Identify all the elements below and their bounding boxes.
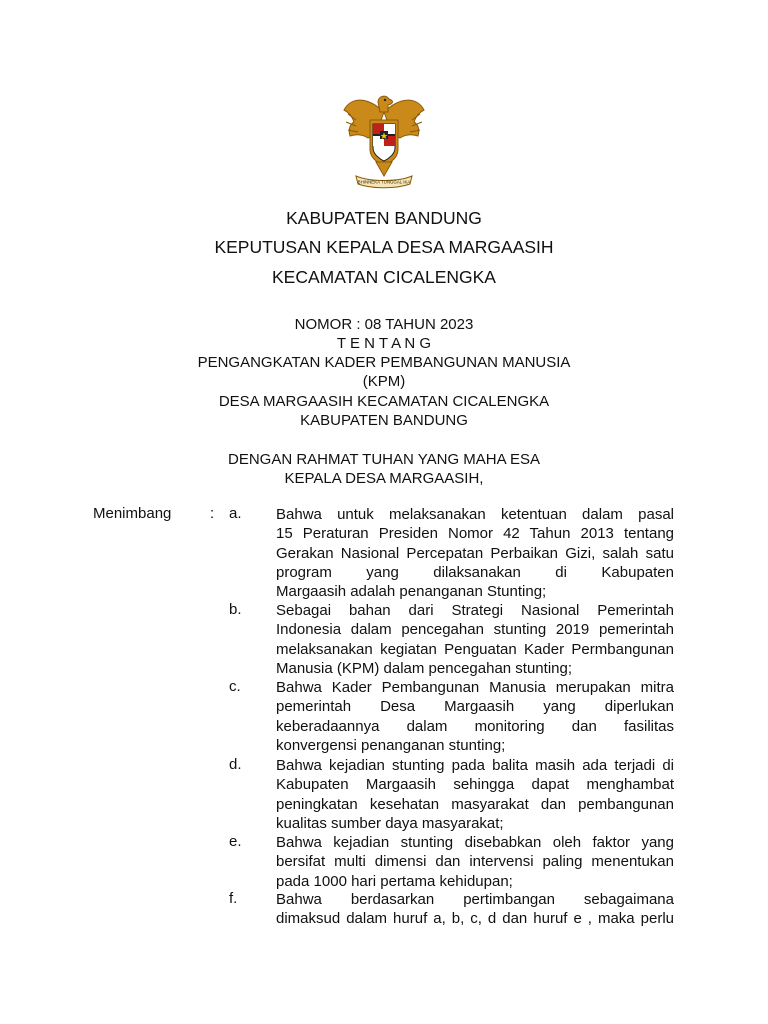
decree-subject-line-4: KABUPATEN BANDUNG — [300, 412, 468, 429]
menimbang-item-text — [276, 833, 674, 891]
menimbang-item-line: konvergensi penanganan stunting; — [276, 736, 506, 754]
menimbang-item-text — [276, 890, 674, 929]
menimbang-item-line: Sebagai bahan dari Strategi Nasional Pemerintah — [276, 602, 674, 619]
menimbang-item-line: 15 Peraturan Presiden Nomor 42 Tahun 2013 tentang — [276, 525, 674, 543]
menimbang-item-letter: a. — [229, 505, 242, 522]
decree-subject-line-2: (KPM) — [362, 373, 406, 390]
menimbang-item-line: keberadaannya dalam monitoring dan fasilitas — [276, 717, 674, 735]
menimbang-item-line: Gerakan Nasional Percepatan Perbaikan Gizi, salah satu — [276, 544, 674, 562]
menimbang-item-line: Margaasih adalah penanganan Stunting; — [276, 583, 547, 601]
menimbang-item-line: program yang dilaksanakan di Kabupaten — [276, 563, 674, 581]
menimbang-item-line: bersifat multi dimensi dan intervensi paling menentukan — [276, 853, 674, 871]
menimbang-item-text — [276, 505, 674, 601]
header-regency: KABUPATEN BANDUNG — [286, 208, 482, 228]
menimbang-item-line: Kabupaten Margaasih sehingga dapat menghambat — [276, 776, 674, 794]
menimbang-item-letter: b. — [229, 601, 242, 618]
decree-number: NOMOR : 08 TAHUN 2023 — [294, 316, 474, 333]
svg-text:BHINNEKA TUNGGAL IKA: BHINNEKA TUNGGAL IKA — [357, 179, 411, 185]
menimbang-item-letter: e. — [229, 833, 242, 850]
menimbang-item-text — [276, 756, 674, 833]
menimbang-item-line: Bahwa Kader Pembangunan Manusia merupakan mitra — [276, 679, 674, 696]
decree-subject-line-1: PENGANGKATAN KADER PEMBANGUNAN MANUSIA — [197, 354, 571, 371]
menimbang-item-line: Bahwa untuk melaksanakan ketentuan dalam pasal — [276, 506, 674, 523]
menimbang-item-line: Bahwa kejadian stunting pada balita masih ada terjadi di — [276, 757, 674, 774]
menimbang-item-letter: c. — [229, 678, 241, 695]
menimbang-item-line: Bahwa kejadian stunting disebabkan oleh faktor yang — [276, 834, 674, 851]
decree-subject-line-3: DESA MARGAASIH KECAMATAN CICALENGKA — [218, 393, 550, 410]
menimbang-item-line: kualitas sumber daya masyarakat; — [276, 814, 504, 832]
menimbang-item-line: Manusia (KPM) dalam pencegahan stunting; — [276, 659, 573, 677]
menimbang-item-line: pada 1000 hari pertama kehidupan; — [276, 872, 513, 890]
menimbang-item-line: dimaksud dalam huruf a, b, c, d dan huruf e , maka perlu — [276, 910, 674, 928]
header-decree-title: KEPUTUSAN KEPALA DESA MARGAASIH — [214, 237, 554, 257]
menimbang-item-line: peningkatan kesehatan masyarakat dan pembangunan — [276, 795, 674, 813]
menimbang-item-text — [276, 601, 674, 678]
menimbang-item-line: Indonesia dalam pencegahan stunting 2019 pemerintah — [276, 621, 674, 639]
menimbang-item-line: melaksanakan kegiatan Penguatan Kader Permbangunan — [276, 640, 674, 658]
header-district: KECAMATAN CICALENGKA — [272, 267, 496, 287]
opening-line-2: KEPALA DESA MARGAASIH, — [284, 470, 484, 487]
menimbang-item-line: Bahwa berdasarkan pertimbangan sebagaimana — [276, 891, 674, 908]
garuda-pancasila-emblem — [336, 90, 432, 192]
opening-line-1: DENGAN RAHMAT TUHAN YANG MAHA ESA — [227, 451, 540, 468]
menimbang-item-text — [276, 678, 674, 755]
menimbang-label: Menimbang — [93, 505, 172, 522]
menimbang-item-letter: f. — [229, 890, 238, 907]
menimbang-colon: : — [210, 505, 215, 522]
menimbang-item-letter: d. — [229, 756, 242, 773]
decree-tentang: T E N T A N G — [336, 335, 432, 352]
menimbang-item-line: pemerintah Desa Margaasih yang diperlukan — [276, 698, 674, 716]
